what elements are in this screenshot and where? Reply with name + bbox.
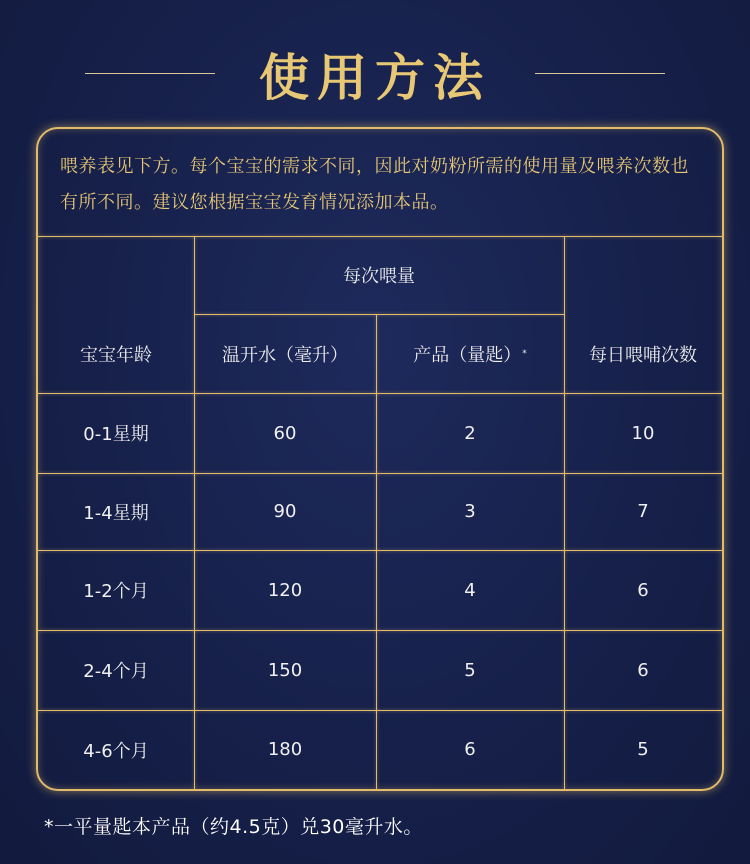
row-age: 1-4星期 (83, 502, 149, 524)
row-water: 90 (273, 501, 297, 522)
page-title: 使用方法 (259, 49, 491, 107)
header-age: 宝宝年龄 (80, 344, 152, 366)
row-water: 60 (273, 422, 297, 444)
row-product: 2 (464, 422, 476, 444)
row-product: 5 (464, 659, 476, 681)
group-header: 每次喂量 (343, 266, 415, 287)
feeding-table (38, 129, 722, 789)
row-age: 4-6个月 (83, 740, 149, 762)
header-product-label: 产品（量匙） (413, 344, 522, 366)
title-row (0, 38, 750, 108)
row-age: 0-1星期 (83, 424, 149, 445)
header-times: 每日喂哺次数 (589, 344, 697, 366)
row-product: 3 (464, 501, 476, 522)
footnote-marker: * (522, 348, 527, 359)
intro-text: 喂养表见下方。每个宝宝的需求不同，因此对奶粉所需的使用量及喂养次数也有所不同。建议您根据宝宝发育情况添加本品。 (60, 156, 689, 213)
row-product: 4 (464, 579, 476, 601)
row-product: 6 (464, 739, 476, 760)
header-water: 温开水（毫升） (222, 344, 348, 366)
title-divider-right (535, 73, 665, 74)
row-water: 120 (267, 579, 303, 601)
header-product (376, 314, 564, 393)
row-age: 1-2个月 (83, 581, 149, 602)
row-age: 2-4个月 (83, 661, 149, 682)
row-water: 150 (267, 659, 303, 681)
row-times: 10 (631, 422, 655, 444)
row-water: 180 (267, 739, 303, 760)
row-times: 5 (637, 739, 649, 760)
feeding-card (36, 127, 724, 791)
footnote: *一平量匙本产品（约4.5克）兑30毫升水。 (44, 816, 423, 838)
row-times: 6 (637, 659, 649, 681)
row-times: 7 (637, 501, 649, 522)
row-times: 6 (637, 579, 649, 601)
